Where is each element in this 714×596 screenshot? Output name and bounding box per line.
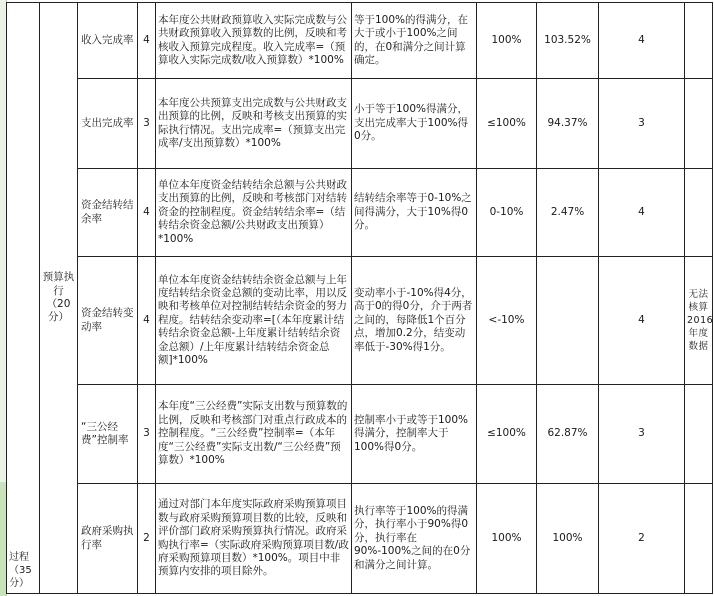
indicator-name: “三公经费”控制率 [78, 385, 138, 484]
indicator-definition: 通过对部门本年度实际政府采购预算项目数与政府采购预算项目数的比较，反映和评价部门政府采购预算执行情况。政府采购执行率=（实际政府采购预算项目数/政府采购预算项目数）*100%。项目中非预算内安排的项目除外。 [156, 484, 352, 594]
actual-value: 62.87% [537, 385, 599, 484]
target-value: 0-10% [477, 169, 537, 257]
indicator-weight: 4 [138, 169, 156, 257]
score-value: 4 [599, 3, 685, 79]
scoring-criteria: 控制率小于或等于100%得满分，控制率大于100%得0分。 [352, 385, 477, 484]
indicator-name: 收入完成率 [78, 3, 138, 79]
indicator-weight: 4 [138, 3, 156, 79]
score-value: 4 [599, 257, 685, 385]
score-value: 3 [599, 79, 685, 169]
target-value: ≤100% [477, 385, 537, 484]
target-value: <-10% [477, 257, 537, 385]
remark [685, 3, 713, 79]
indicator-weight: 2 [138, 484, 156, 594]
actual-value: 2.47% [537, 169, 599, 257]
indicator-weight: 3 [138, 385, 156, 484]
actual-value [537, 257, 599, 385]
remark [685, 484, 713, 594]
target-value: ≤100% [477, 79, 537, 169]
indicator-name: 资金结转结余率 [78, 169, 138, 257]
table-row [7, 484, 713, 594]
score-value: 2 [599, 484, 685, 594]
scoring-criteria: 变动率小于-10%得4分，高于0的得0分，介于两者之间的，每降低1个百分点，增加0.2分，结变动率低于-30%得1分。 [352, 257, 477, 385]
scoring-criteria: 结转结余率等于0-10%之间得满分，大于10%得0分。 [352, 169, 477, 257]
indicator-name: 政府采购执行率 [78, 484, 138, 594]
target-value: 100% [477, 484, 537, 594]
indicator-definition: 单位本年度资金结转结余总额与公共财政支出预算的比例，反映和考核部门对结转资金的控制程度。资金结转结余率=（结转结余资金总额/公共财政支出预算）*100% [156, 169, 352, 257]
table-row [7, 257, 713, 385]
scoring-criteria: 执行率等于100%的得满分，执行率小于90%得0分，执行率在90%-100%之间的在0分和满分之间计算。 [352, 484, 477, 594]
remark [685, 385, 713, 484]
score-value: 3 [599, 385, 685, 484]
table-row [7, 385, 713, 484]
indicator-weight: 3 [138, 79, 156, 169]
scoring-criteria: 小于等于100%得满分，支出完成率大于100%得0分。 [352, 79, 477, 169]
indicator-definition: 单位本年度资金结转结余资金总额与上年度结转结余资金总额的变动比率，用以反映和考核单位对控制结转结余资金的努力程度。结转结余变动率=[（本年度累计结转结余资金总额-上年度累计结转结余资金总额）/上年度累计结转结余资金总额]*100% [156, 257, 352, 385]
remark [685, 169, 713, 257]
indicator-weight: 4 [138, 257, 156, 385]
performance-evaluation-table [6, 2, 713, 594]
table-row [7, 169, 713, 257]
remark [685, 79, 713, 169]
target-value: 100% [477, 3, 537, 79]
remark: 无法核算2016年度数据 [685, 257, 713, 385]
category-level-2: 预算执行（20分） [40, 3, 78, 594]
actual-value: 100% [537, 484, 599, 594]
indicator-definition: 本年度公共财政预算收入实际完成数与公共财政预算收入预算数的比例，反映和考核收入预算完成程度。收入完成率=（预算收入实际完成数/收入预算数）*100% [156, 3, 352, 79]
indicator-name: 资金结转变动率 [78, 257, 138, 385]
scoring-criteria: 等于100%的得满分，在大于或小于100%之间的，在0和满分之间计算确定。 [352, 3, 477, 79]
category-level-1: 过程（35分） [7, 3, 40, 594]
indicator-definition: 本年度“三公经费”实际支出数与预算数的比例，反映和考核部门对重点行政成本的控制程度。“三公经费”控制率=（本年度“三公经费”实际支出数/“三公经费”预算数）*100% [156, 385, 352, 484]
table-row [7, 3, 713, 79]
indicator-name: 支出完成率 [78, 79, 138, 169]
score-value: 4 [599, 169, 685, 257]
table-row [7, 79, 713, 169]
actual-value: 103.52% [537, 3, 599, 79]
indicator-definition: 本年度公共预算支出完成数与公共财政支出预算的比例，反映和考核支出预算的实际执行情况。支出完成率=（预算支出完成率/支出预算数）*100% [156, 79, 352, 169]
actual-value: 94.37% [537, 79, 599, 169]
